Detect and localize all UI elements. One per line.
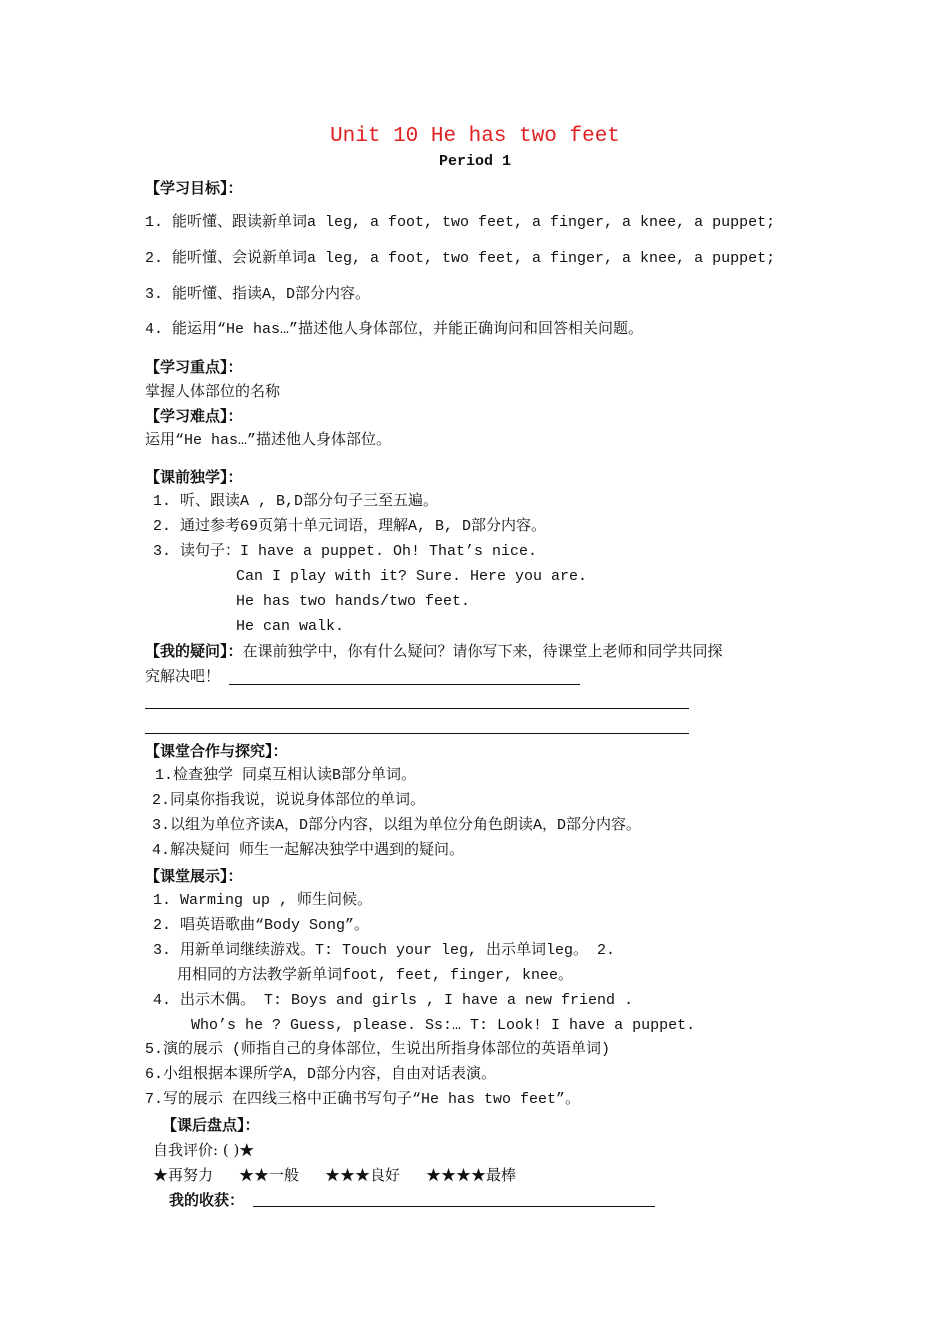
document-title: Unit 10 He has two feet [330,125,620,148]
answer-line[interactable] [229,684,580,685]
document-subtitle: Period 1 [438,153,511,170]
preview-item: 2. 通过参考69页第十单元词语，理解A, B, D部分内容。 [153,518,547,535]
cooperation-item: 4.解决疑问 师生一起解决独学中遇到的疑问。 [152,842,465,859]
answer-line[interactable] [145,733,689,734]
key-points-text: 掌握人体部位的名称 [145,382,281,400]
objective-item: 1. 能听懂、跟读新单词a leg, a foot, two feet, a finger, a knee, a puppet; [145,214,776,231]
display-heading: 【课堂展示】： [145,867,243,885]
preview-sub-item: He has two hands/two feet. [236,593,471,610]
gain-answer-line[interactable] [253,1206,655,1207]
cooperation-item: 3.以组为单位齐读A，D部分内容，以组为单位分角色朗读A，D部分内容。 [152,817,642,834]
cooperation-heading: 【课堂合作与探究】： [145,742,288,760]
difficulties-heading: 【学习难点】： [145,407,243,425]
objective-item: 4. 能运用“He has…”描述他人身体部位，并能正确询问和回答相关问题。 [145,321,644,338]
questions-prompt-end: 究解决吧！ [145,667,221,685]
key-points-heading: 【学习重点】： [145,358,243,376]
questions-heading: 【我的疑问】： [145,642,243,660]
rating-level-2: ★★一般 [239,1166,300,1184]
preview-heading: 【课前独学】： [145,468,243,486]
rating-scale [153,1165,516,1185]
questions-line-2 [145,666,220,686]
display-item: 2. 唱英语歌曲“Body Song”。 [153,917,370,934]
display-item: 4. 出示木偶。 T: Boys and girls , I have a new friend . [153,992,634,1009]
objectives-heading: 【学习目标】： [145,179,243,197]
rating-level-1: ★再努力 [153,1166,214,1184]
questions-prompt: 在课前独学中，你有什么疑问？请你写下来，待课堂上老师和同学共同探 [242,642,723,660]
rating-level-3: ★★★良好 [325,1166,401,1184]
difficulties-text: 运用“He has…”描述他人身体部位。 [145,432,392,449]
objective-item: 2. 能听懂、会说新单词a leg, a foot, two feet, a finger, a knee, a puppet; [145,250,776,267]
display-item: 1. Warming up , 师生问候。 [153,892,373,909]
review-heading: 【课后盘点】： [162,1116,260,1134]
display-item: 7.写的展示 在四线三格中正确书写句子“He has two feet”。 [145,1091,581,1108]
display-item: 6.小组根据本课所学A，D部分内容，自由对话表演。 [145,1066,497,1083]
self-evaluation: 自我评价: ( )★ [153,1141,255,1159]
objective-item: 3. 能听懂、指读A，D部分内容。 [145,286,371,303]
display-item: 3. 用新单词继续游戏。T: Touch your leg, 出示单词leg。 2. [153,942,616,959]
cooperation-item: 2.同桌你指我说，说说身体部位的单词。 [152,792,426,809]
display-item: 用相同的方法教学新单词foot, feet, finger, knee。 [177,967,574,984]
display-item: Who’s he ? Guess, please. Ss:… T: Look! I have a puppet. [191,1017,696,1034]
preview-item: 3. 读句子：I have a puppet. Oh! That’s nice. [153,543,538,560]
gain-label: 我的收获： [169,1191,245,1209]
preview-item: 1. 听、跟读A , B,D部分句子三至五遍。 [153,493,439,510]
preview-sub-item: He can walk. [236,618,345,635]
answer-line[interactable] [145,708,689,709]
preview-sub-item: Can I play with it? Sure. Here you are. [236,568,588,585]
display-item: 5.演的展示 (师指自己的身体部位，生说出所指身体部位的英语单词) [145,1041,611,1058]
questions-line-1 [145,641,723,661]
rating-level-4: ★★★★最棒 [426,1166,517,1184]
cooperation-item: 1.检查独学 同桌互相认读B部分单词。 [155,767,417,784]
